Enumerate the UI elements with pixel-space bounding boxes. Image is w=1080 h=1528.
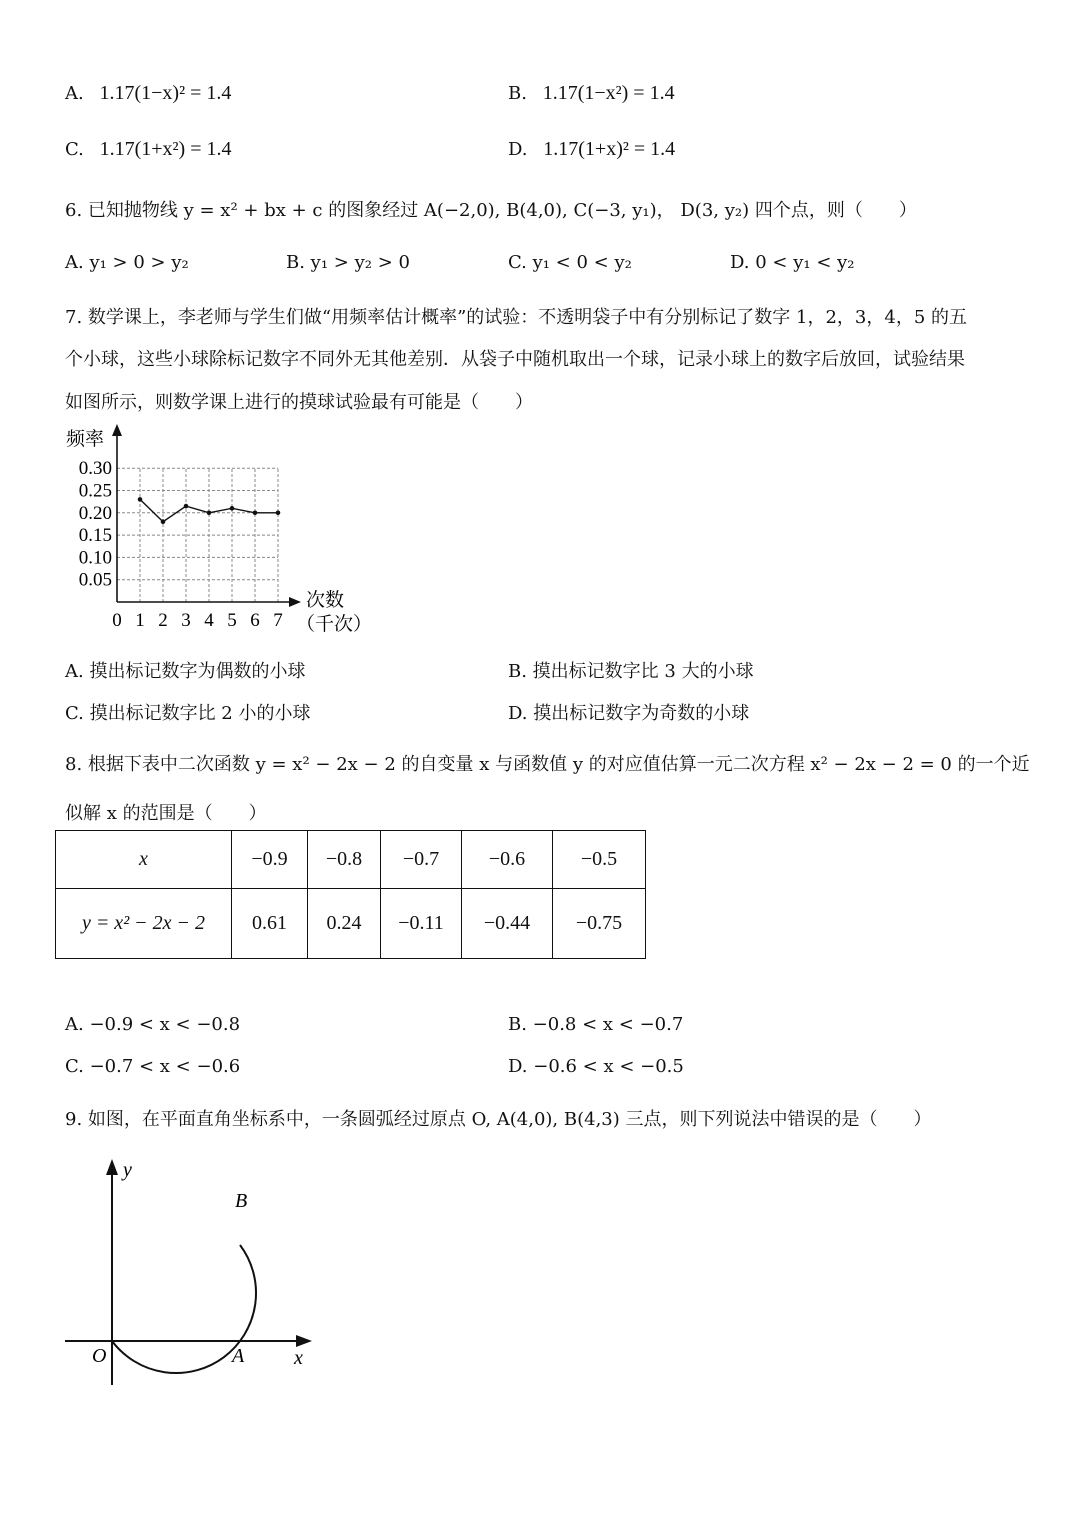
q9-stem: 9. 如图，在平面直角坐标系中，一条圆弧经过原点 O, A(4,0), B(4,3) 三点，则下列说法中错误的是（ ） (65, 1109, 932, 1130)
chart-x-tick-label: 4 (204, 610, 214, 631)
q6-stem: 6. 已知抛物线 y = x² + bx + c 的图象经过 A(−2,0), B(4,0), C(−3, y₁)， D(3, y₂) 四个点，则（ ） (65, 200, 917, 221)
table-row (56, 889, 646, 959)
chart-ticks (79, 458, 283, 631)
table-cell: 0.61 (232, 889, 308, 959)
chart-y-tick-label: 0.05 (78, 569, 112, 591)
table-cell: −0.7 (381, 831, 462, 889)
q8-option-c: C. −0.7 < x < −0.6 (65, 1056, 241, 1077)
chart-data-point (253, 511, 258, 516)
q7-option-b: B. 摸出标记数字比 3 大的小球 (508, 661, 754, 682)
point-o-label: O (92, 1345, 107, 1367)
chart-ylabel: 频率 (66, 429, 105, 450)
table-cell: −0.44 (462, 889, 553, 959)
q5-option-b (508, 82, 675, 105)
chart-data-point (184, 504, 189, 509)
point-b-label: B (235, 1190, 248, 1212)
q6-option-d: D. 0 < y₁ < y₂ (730, 252, 855, 273)
q7-option-c: C. 摸出标记数字比 2 小的小球 (65, 703, 311, 724)
q6-option-b: B. y₁ > y₂ > 0 (286, 252, 410, 273)
x-axis-label: x (294, 1347, 303, 1369)
frequency-chart (60, 420, 380, 645)
chart-x-tick-label: 1 (135, 610, 145, 631)
q5-option-b-label: B. (508, 83, 527, 104)
q5-option-a-label: A. (65, 83, 84, 104)
q7-stem-line1: 7. 数学课上，李老师与学生们做“用频率估计概率”的试验：不透明袋子中有分别标记了数字 1，2，3，4，5 的五 (65, 307, 967, 328)
point-a-label: A (232, 1345, 245, 1367)
q8-option-a: A. −0.9 < x < −0.8 (65, 1014, 241, 1035)
table-cell: −0.6 (462, 831, 553, 889)
chart-y-tick-label: 0.20 (78, 502, 112, 524)
table-cell: −0.75 (553, 889, 646, 959)
chart-x-tick-label: 0 (112, 610, 122, 631)
table-cell: −0.8 (308, 831, 381, 889)
chart-x-tick-label: 6 (250, 610, 260, 631)
table-header-x: x (56, 831, 232, 889)
q6-option-a: A. y₁ > 0 > y₂ (65, 252, 189, 273)
q8-stem-line2: 似解 x 的范围是（ ） (65, 803, 267, 824)
chart-data-point (276, 511, 281, 516)
chart-data-point (161, 519, 166, 524)
chart-y-tick-label: 0.10 (78, 547, 112, 569)
table-header-y: y = x² − 2x − 2 (56, 889, 232, 959)
x-axis-arrow-icon (296, 1335, 312, 1347)
chart-x-tick-label: 2 (158, 610, 168, 631)
q7-stem-line2: 个小球，这些小球除标记数字不同外无其他差别．从袋子中随机取出一个球，记录小球上的数字后放回，试验结果 (65, 349, 965, 370)
q8-option-d: D. −0.6 < x < −0.5 (508, 1056, 684, 1077)
arc-figure (60, 1155, 330, 1395)
y-axis-label: y (123, 1159, 132, 1181)
table-cell: −0.11 (381, 889, 462, 959)
chart-grid (117, 468, 278, 602)
q5-option-d-expr: 1.17(1+x)² = 1.4 (543, 138, 676, 160)
chart-y-arrow-icon (112, 424, 122, 436)
q5-option-d (508, 138, 675, 161)
chart-xunit: （千次） (296, 614, 373, 635)
q5-option-a (65, 82, 231, 105)
chart-x-tick-label: 3 (181, 610, 191, 631)
chart-y-tick-label: 0.30 (78, 458, 112, 480)
q8-value-table (55, 830, 646, 959)
q6-option-c: C. y₁ < 0 < y₂ (508, 252, 632, 273)
chart-data-point (230, 506, 235, 511)
q7-stem-line3: 如图所示，则数学课上进行的摸球试验最有可能是（ ） (65, 392, 533, 413)
chart-y-tick-label: 0.25 (78, 480, 112, 502)
table-cell: −0.5 (553, 831, 646, 889)
chart-data-point (138, 497, 143, 502)
table-row (56, 831, 646, 889)
q5-option-d-label: D. (508, 139, 528, 160)
q7-option-d: D. 摸出标记数字为奇数的小球 (508, 703, 750, 724)
chart-x-arrow-icon (289, 597, 301, 607)
chart-data-point (207, 511, 212, 516)
table-cell: −0.9 (232, 831, 308, 889)
chart-x-tick-label: 5 (227, 610, 237, 631)
q5-option-b-expr: 1.17(1−x²) = 1.4 (542, 82, 675, 104)
q8-stem-line1: 8. 根据下表中二次函数 y = x² − 2x − 2 的自变量 x 与函数值 y 的对应值估算一元二次方程 x² − 2x − 2 = 0 的一个近 (65, 754, 1030, 775)
chart-y-tick-label: 0.15 (78, 525, 112, 547)
q5-option-c-label: C. (65, 139, 84, 160)
q8-option-b: B. −0.8 < x < −0.7 (508, 1014, 684, 1035)
y-axis-arrow-icon (106, 1159, 118, 1175)
q5-option-c-expr: 1.17(1+x²) = 1.4 (99, 138, 232, 160)
chart-xlabel: 次数 (306, 590, 345, 611)
q5-option-c (65, 138, 231, 161)
q5-option-a-expr: 1.17(1−x)² = 1.4 (99, 82, 232, 104)
q7-option-a: A. 摸出标记数字为偶数的小球 (65, 661, 306, 682)
table-cell: 0.24 (308, 889, 381, 959)
chart-x-tick-label: 7 (273, 610, 283, 631)
